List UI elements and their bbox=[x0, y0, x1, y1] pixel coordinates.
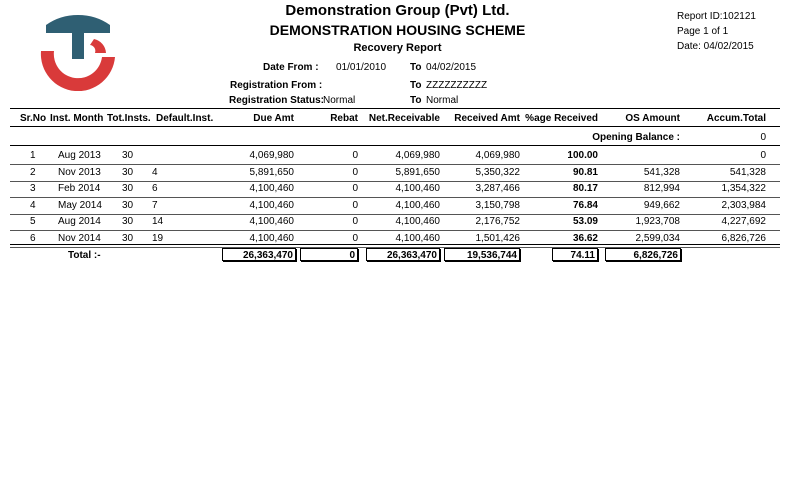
row-divider bbox=[10, 197, 780, 198]
cell-pct: 80.17 bbox=[572, 183, 598, 194]
col-header-rebat: Rebat bbox=[330, 113, 358, 124]
cell-pct: 76.84 bbox=[572, 199, 598, 211]
cell-os: 2,599,034 bbox=[635, 232, 680, 244]
cell-os: 812,994 bbox=[643, 183, 680, 194]
total-rebat: 0 bbox=[300, 248, 358, 261]
cell-due: 4,100,460 bbox=[249, 199, 294, 211]
header-top-rule bbox=[10, 108, 780, 109]
cell-def: 4 bbox=[152, 166, 158, 178]
cell-month: Nov 2014 bbox=[58, 232, 101, 244]
col-header-accum-total: Accum.Total bbox=[706, 113, 766, 124]
cell-month: Aug 2013 bbox=[58, 150, 101, 161]
reg-status-label: Registration Status: bbox=[229, 95, 325, 106]
cell-accum: 4,227,692 bbox=[721, 216, 766, 227]
col-header-os-amount: OS Amount bbox=[625, 113, 680, 124]
report-date: Date: 04/02/2015 bbox=[677, 41, 754, 52]
cell-recv: 3,287,466 bbox=[475, 183, 520, 194]
cell-pct: 36.62 bbox=[572, 232, 598, 244]
cell-tot: 30 bbox=[122, 216, 134, 227]
total-due-amt: 26,363,470 bbox=[222, 248, 296, 261]
cell-def: 6 bbox=[152, 183, 158, 194]
cell-sr: 6 bbox=[30, 232, 36, 244]
col-header-tot-insts: Tot.Insts. bbox=[107, 113, 151, 124]
cell-sr: 5 bbox=[30, 216, 36, 227]
cell-net: 4,100,460 bbox=[395, 232, 440, 244]
cell-rebat: 0 bbox=[352, 232, 358, 244]
cell-due: 5,891,650 bbox=[249, 166, 294, 178]
cell-recv: 2,176,752 bbox=[475, 216, 520, 227]
cell-os: 1,923,708 bbox=[635, 216, 680, 227]
reg-to-label: To bbox=[410, 80, 422, 91]
cell-month: May 2014 bbox=[58, 199, 102, 211]
col-header-srno: Sr.No bbox=[20, 113, 47, 124]
cell-accum: 1,354,322 bbox=[721, 183, 766, 194]
report-id: Report ID:102121 bbox=[677, 11, 756, 22]
cell-sr: 4 bbox=[30, 199, 36, 211]
cell-net: 4,069,980 bbox=[395, 150, 440, 161]
opening-balance-label: Opening Balance : bbox=[592, 132, 680, 143]
cell-month: Nov 2013 bbox=[58, 166, 101, 178]
cell-accum: 2,303,984 bbox=[721, 199, 766, 211]
cell-pct: 90.81 bbox=[572, 166, 598, 178]
cell-recv: 1,501,426 bbox=[475, 232, 520, 244]
cell-tot: 30 bbox=[122, 183, 134, 194]
col-header-received-amt: Received Amt bbox=[454, 113, 520, 124]
row-divider bbox=[10, 164, 780, 165]
cell-tot: 30 bbox=[122, 166, 134, 178]
cell-tot: 30 bbox=[122, 232, 134, 244]
reg-to-value: ZZZZZZZZZZ bbox=[426, 80, 488, 91]
cell-rebat: 0 bbox=[352, 216, 358, 227]
cell-pct: 100.00 bbox=[567, 150, 598, 161]
total-net-receivable: 26,363,470 bbox=[366, 248, 440, 261]
header-bottom-rule bbox=[10, 126, 780, 127]
totals-top-rule bbox=[10, 244, 780, 245]
cell-rebat: 0 bbox=[352, 150, 358, 161]
date-to-label: To bbox=[410, 62, 422, 73]
total-os-amount: 6,826,726 bbox=[605, 248, 681, 261]
cell-rebat: 0 bbox=[352, 199, 358, 211]
cell-net: 4,100,460 bbox=[395, 199, 440, 211]
cell-due: 4,069,980 bbox=[249, 150, 294, 161]
cell-recv: 5,350,322 bbox=[475, 166, 520, 178]
date-from-label: Date From : bbox=[263, 62, 319, 73]
cell-tot: 30 bbox=[122, 150, 134, 161]
cell-recv: 4,069,980 bbox=[475, 150, 520, 161]
date-to-value: 04/02/2015 bbox=[426, 62, 477, 73]
cell-def: 14 bbox=[152, 216, 164, 227]
cell-os: 541,328 bbox=[643, 166, 680, 178]
cell-rebat: 0 bbox=[352, 166, 358, 178]
cell-accum: 0 bbox=[760, 150, 766, 161]
opening-balance-value: 0 bbox=[760, 132, 766, 143]
col-header-pct-received: %age Received bbox=[525, 113, 598, 124]
cell-os: 949,662 bbox=[643, 199, 680, 211]
cell-month: Feb 2014 bbox=[58, 183, 101, 194]
total-pct-received: 74.11 bbox=[552, 248, 598, 261]
col-header-net-receivable: Net.Receivable bbox=[368, 113, 440, 124]
scheme-name: DEMONSTRATION HOUSING SCHEME bbox=[269, 22, 526, 38]
page-number: Page 1 of 1 bbox=[677, 26, 729, 37]
col-header-inst-month: Inst. Month bbox=[50, 113, 104, 124]
company-name: Demonstration Group (Pvt) Ltd. bbox=[285, 2, 510, 19]
totals-label: Total :- bbox=[68, 250, 101, 261]
date-from-value: 01/01/2010 bbox=[336, 62, 387, 73]
total-received-amt: 19,536,744 bbox=[444, 248, 520, 261]
col-header-default-inst: Default.Inst. bbox=[156, 113, 214, 124]
report-title: Recovery Report bbox=[353, 42, 442, 54]
cell-net: 4,100,460 bbox=[395, 216, 440, 227]
cell-month: Aug 2014 bbox=[58, 216, 101, 227]
cell-due: 4,100,460 bbox=[249, 232, 294, 244]
reg-from-label: Registration From : bbox=[230, 80, 323, 91]
cell-net: 4,100,460 bbox=[395, 183, 440, 194]
opening-balance-rule bbox=[10, 145, 780, 146]
cell-def: 7 bbox=[152, 199, 158, 211]
row-divider bbox=[10, 230, 780, 231]
cell-sr: 1 bbox=[30, 150, 36, 161]
cell-sr: 3 bbox=[30, 183, 36, 194]
reg-status-to-value: Normal bbox=[426, 95, 459, 106]
cell-due: 4,100,460 bbox=[249, 216, 294, 227]
cell-tot: 30 bbox=[122, 199, 134, 211]
cell-net: 5,891,650 bbox=[395, 166, 440, 178]
cell-recv: 3,150,798 bbox=[475, 199, 520, 211]
cell-pct: 53.09 bbox=[572, 216, 598, 227]
cell-rebat: 0 bbox=[352, 183, 358, 194]
row-divider bbox=[10, 214, 780, 215]
cell-def: 19 bbox=[152, 232, 164, 244]
cell-accum: 541,328 bbox=[729, 166, 766, 178]
cell-due: 4,100,460 bbox=[249, 183, 294, 194]
row-divider bbox=[10, 181, 780, 182]
reg-status-from-value: Normal bbox=[323, 95, 356, 106]
cell-sr: 2 bbox=[30, 166, 36, 178]
col-header-due-amt: Due Amt bbox=[253, 113, 294, 124]
cell-accum: 6,826,726 bbox=[721, 232, 766, 244]
reg-status-to-label: To bbox=[410, 95, 422, 106]
